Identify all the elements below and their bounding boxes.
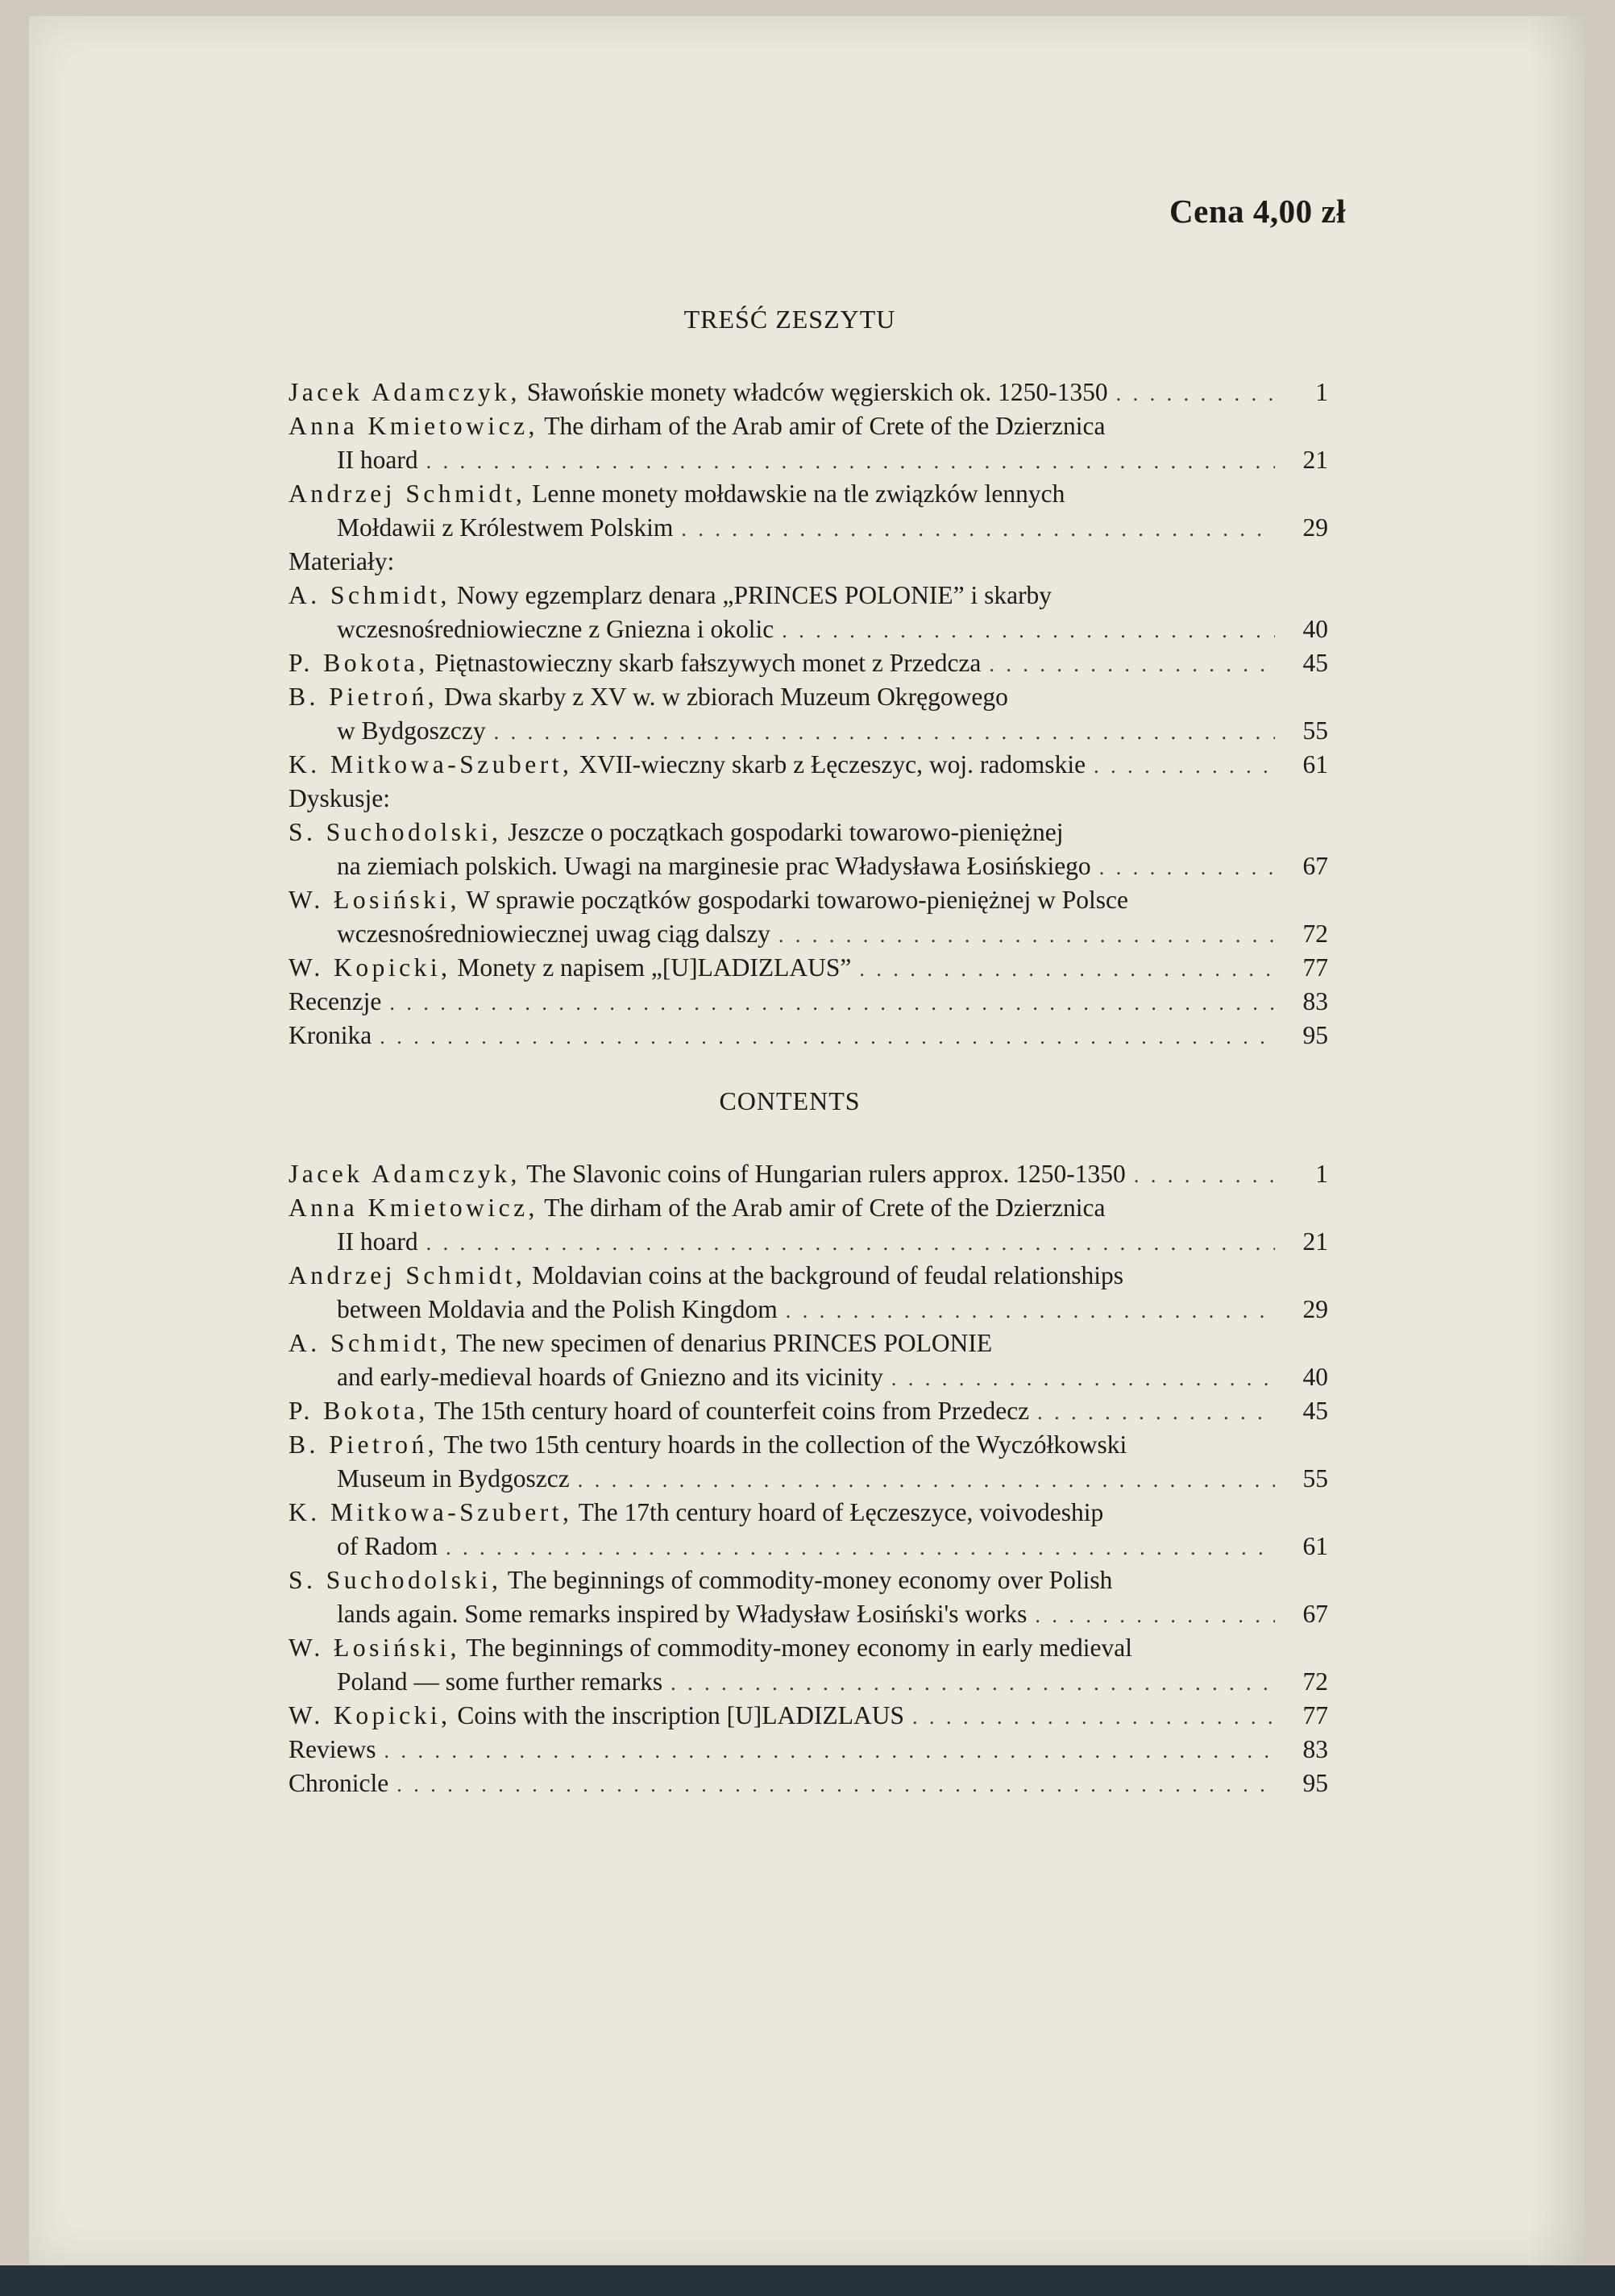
toc-entry-title: The dirham of the Arab amir of Crete of the Dzierznica: [538, 412, 1106, 440]
toc-entry-title: Monety z napisem „[U]LADIZLAUS”: [450, 953, 852, 982]
dot-leader: [1134, 1159, 1275, 1193]
toc-entry-text: [289, 376, 1108, 409]
toc-entry-line: [289, 748, 1328, 782]
toc-entry-author: Andrzej Schmidt,: [289, 480, 526, 508]
toc-entry: [289, 1767, 1328, 1800]
toc-entry-line: [289, 816, 1328, 849]
toc-entry-text: [289, 816, 1063, 849]
toc-entry-line: [289, 646, 1328, 680]
toc-entry-text: [289, 1259, 1123, 1293]
toc-entry-title: The Slavonic coins of Hungarian rulers approx. 1250-1350: [520, 1160, 1126, 1188]
toc-entry-author: W. Łosiński,: [289, 1634, 460, 1662]
toc-entry-line: [289, 1733, 1328, 1767]
toc-entry-line: [289, 579, 1328, 612]
toc-entry: [289, 646, 1328, 680]
polish-table-of-contents: [289, 376, 1328, 1053]
toc-entry: [289, 477, 1328, 545]
price-label: Cena 4,00 zł: [1169, 193, 1346, 230]
toc-page-number: 72: [1302, 1667, 1328, 1696]
toc-entry-title: Nowy egzemplarz denara „PRINCES POLONIE” i skarby: [450, 581, 1052, 609]
toc-entry-author: Anna Kmietowicz,: [289, 412, 538, 440]
dot-leader: [912, 1700, 1275, 1734]
toc-entry: [289, 1733, 1328, 1767]
toc-page-number: 77: [1302, 1701, 1328, 1729]
toc-entry-line: [289, 985, 1328, 1019]
dot-leader: [989, 648, 1275, 682]
toc-entry-text: [337, 917, 770, 951]
toc-entry-title: XVII-wieczny skarb z Łęczeszyc, woj. radomskie: [572, 750, 1086, 778]
toc-entry-text: [289, 646, 981, 680]
toc-entry-text: [289, 1496, 1103, 1530]
toc-entry-line: [289, 1563, 1328, 1597]
toc-entry: [289, 1157, 1328, 1191]
toc-entry-line: [289, 1019, 1328, 1053]
toc-entry-title: II hoard: [337, 446, 418, 474]
toc-entry-author: B. Pietroń,: [289, 683, 438, 711]
toc-page-number: 95: [1302, 1769, 1328, 1797]
toc-entry-author: S. Suchodolski,: [289, 1566, 502, 1594]
toc-entry-text: [337, 443, 418, 477]
dot-leader: [782, 614, 1275, 648]
toc-entry-line: [289, 714, 1328, 748]
toc-entry-line: [289, 917, 1328, 951]
dot-leader: [670, 1667, 1275, 1700]
toc-entry-line: [289, 1530, 1328, 1563]
toc-entry-title: between Moldavia and the Polish Kingdom: [337, 1295, 778, 1323]
toc-entry-text: [337, 612, 774, 646]
toc-entry-text: [337, 1597, 1027, 1631]
toc-entry: [289, 1563, 1328, 1631]
toc-entry-line: [289, 1767, 1328, 1800]
toc-entry-line: [289, 1428, 1328, 1462]
toc-page-number: 83: [1302, 987, 1328, 1015]
toc-entry-text: [289, 1733, 376, 1767]
toc-entry-line: [289, 1699, 1328, 1733]
toc-entry: [289, 748, 1328, 782]
toc-entry-text: [289, 1191, 1105, 1225]
toc-entry-title: The new specimen of denarius PRINCES POLONIE: [450, 1329, 993, 1357]
dot-leader: [396, 1768, 1275, 1802]
toc-page-number: 72: [1302, 920, 1328, 948]
toc-page-number: 45: [1302, 649, 1328, 677]
toc-entry-text: [289, 782, 390, 816]
toc-entry: [289, 1327, 1328, 1394]
toc-page-number: 29: [1302, 513, 1328, 542]
toc-page-number: 83: [1302, 1735, 1328, 1763]
toc-entry: [289, 883, 1328, 951]
toc-entry-line: [289, 443, 1328, 477]
dot-leader: [891, 1362, 1275, 1396]
toc-entry-title: Mołdawii z Królestwem Polskim: [337, 513, 674, 542]
toc-entry-line: [289, 477, 1328, 511]
toc-entry-title: Poland — some further remarks: [337, 1667, 663, 1696]
toc-page-number: 55: [1302, 716, 1328, 745]
toc-entry-text: [289, 951, 851, 985]
toc-entry-line: [289, 1327, 1328, 1360]
toc-entry-author: A. Schmidt,: [289, 581, 450, 609]
toc-entry-line: [289, 1360, 1328, 1394]
toc-entry-title: Recenzje: [289, 987, 382, 1015]
toc-entry-author: K. Mitkowa-Szubert,: [289, 1498, 573, 1526]
toc-entry-text: [289, 1699, 904, 1733]
polish-toc-heading: TREŚĆ ZESZYTU: [683, 305, 896, 334]
toc-entry-text: [337, 1462, 570, 1496]
toc-page-number: 1: [1315, 378, 1328, 406]
toc-entry-text: [289, 1631, 1132, 1665]
toc-entry-title: Museum in Bydgoszcz: [337, 1464, 570, 1493]
dot-leader: [1099, 851, 1275, 885]
back-cover: [29, 16, 1584, 2265]
toc-entry-title: The 17th century hoard of Łęczeszyce, voivodeship: [572, 1498, 1104, 1526]
toc-entry: [289, 545, 1328, 579]
toc-entry-line: [289, 782, 1328, 816]
dot-leader: [426, 1227, 1275, 1260]
toc-page-number: 61: [1302, 750, 1328, 778]
toc-entry-line: [289, 849, 1328, 883]
toc-entry-line: [289, 1259, 1328, 1293]
toc-page-number: 61: [1302, 1532, 1328, 1560]
toc-page-number: 21: [1302, 446, 1328, 474]
dot-leader: [859, 953, 1275, 986]
dot-leader: [1037, 1396, 1275, 1430]
toc-entry: [289, 816, 1328, 883]
toc-page-number: 55: [1302, 1464, 1328, 1493]
toc-entry-title: The dirham of the Arab amir of Crete of the Dzierznica: [538, 1194, 1106, 1222]
cover-edge-shading: [1528, 16, 1584, 2265]
toc-entry-author: B. Pietroń,: [289, 1430, 438, 1459]
toc-page-number: 67: [1302, 852, 1328, 880]
toc-entry-author: S. Suchodolski,: [289, 818, 502, 846]
dot-leader: [380, 1020, 1275, 1054]
toc-entry-title: Chronicle: [289, 1769, 389, 1797]
toc-entry-title: W sprawie początków gospodarki towarowo-pieniężnej w Polsce: [459, 886, 1128, 914]
dot-leader: [1035, 1599, 1275, 1633]
toc-entry: [289, 782, 1328, 816]
toc-entry-title: Kronika: [289, 1021, 372, 1049]
toc-entry-text: [337, 1225, 418, 1259]
toc-entry-author: K. Mitkowa-Szubert,: [289, 750, 573, 778]
toc-entry-text: [289, 579, 1052, 612]
toc-entry-author: P. Bokota,: [289, 649, 429, 677]
toc-entry: [289, 579, 1328, 646]
toc-entry: [289, 680, 1328, 748]
toc-entry-line: [289, 545, 1328, 579]
toc-entry-text: [289, 748, 1086, 782]
toc-entry-title: wczesnośredniowiecznej uwag ciąg dalszy: [337, 920, 770, 948]
toc-entry-title: Dwa skarby z XV w. w zbiorach Muzeum Okręgowego: [438, 683, 1008, 711]
toc-entry-line: [289, 511, 1328, 545]
toc-entry-text: [337, 511, 673, 545]
dot-leader: [389, 986, 1275, 1020]
dot-leader: [786, 1294, 1275, 1328]
toc-entry-text: [289, 545, 394, 579]
toc-entry: [289, 1428, 1328, 1496]
english-table-of-contents: [289, 1157, 1328, 1800]
toc-page-number: 45: [1302, 1397, 1328, 1425]
toc-entry-text: [289, 1394, 1029, 1428]
toc-entry-line: [289, 1191, 1328, 1225]
toc-page-number: 67: [1302, 1600, 1328, 1628]
toc-entry-title: Moldavian coins at the background of feudal relationships: [525, 1261, 1124, 1289]
toc-entry-title: Lenne monety mołdawskie na tle związków lennych: [525, 480, 1065, 508]
toc-entry-title: Coins with the inscription [U]LADIZLAUS: [450, 1701, 905, 1729]
toc-entry-title: w Bydgoszczy: [337, 716, 486, 745]
toc-entry-line: [289, 1225, 1328, 1259]
toc-entry-line: [289, 1293, 1328, 1327]
toc-entry-text: [289, 985, 381, 1019]
toc-entry-text: [289, 1428, 1127, 1462]
toc-entry: [289, 1496, 1328, 1563]
toc-page-number: 29: [1302, 1295, 1328, 1323]
dot-leader: [1116, 377, 1275, 411]
toc-entry-line: [289, 1157, 1328, 1191]
toc-entry-title: Reviews: [289, 1735, 376, 1763]
toc-entry-line: [289, 1462, 1328, 1496]
toc-entry-text: [337, 1360, 883, 1394]
toc-entry-title: The beginnings of commodity-money economy in early medieval: [459, 1634, 1132, 1662]
toc-entry-text: [289, 680, 1008, 714]
toc-entry: [289, 1191, 1328, 1259]
dot-leader: [494, 716, 1275, 749]
bottom-edge-strip: [0, 2265, 1615, 2296]
toc-page-number: 77: [1302, 953, 1328, 982]
toc-entry-text: [289, 883, 1128, 917]
toc-entry-title: Sławońskie monety władców węgierskich ok. 1250-1350: [520, 378, 1108, 406]
toc-page-number: 21: [1302, 1227, 1328, 1256]
toc-entry-line: [289, 1665, 1328, 1699]
toc-entry-title: of Radom: [337, 1532, 438, 1560]
toc-entry-line: [289, 1496, 1328, 1530]
toc-entry: [289, 1631, 1328, 1699]
english-toc-heading: CONTENTS: [719, 1086, 861, 1115]
toc-entry-line: [289, 612, 1328, 646]
toc-entry-text: [289, 1019, 372, 1053]
toc-entry-text: [337, 849, 1091, 883]
toc-entry-text: [289, 1563, 1112, 1597]
toc-entry-title: Piętnastowieczny skarb fałszywych monet z Przedcza: [428, 649, 982, 677]
toc-entry-title: Dyskusje:: [289, 784, 390, 812]
dot-leader: [578, 1464, 1275, 1497]
toc-entry-title: II hoard: [337, 1227, 418, 1256]
toc-entry-title: wczesnośredniowieczne z Gniezna i okolic: [337, 615, 774, 643]
toc-entry-text: [289, 477, 1065, 511]
dot-leader: [778, 919, 1275, 953]
toc-entry: [289, 409, 1328, 477]
toc-page-number: 40: [1302, 615, 1328, 643]
toc-entry-title: lands again. Some remarks inspired by Władysław Łosiński's works: [337, 1600, 1028, 1628]
toc-entry: [289, 1019, 1328, 1053]
toc-entry-text: [289, 1327, 992, 1360]
toc-entry-text: [337, 1293, 778, 1327]
toc-entry: [289, 985, 1328, 1019]
dot-leader: [1094, 749, 1275, 783]
toc-entry-line: [289, 680, 1328, 714]
toc-entry-text: [289, 409, 1105, 443]
dot-leader: [384, 1734, 1275, 1768]
toc-entry-line: [289, 951, 1328, 985]
toc-entry-author: P. Bokota,: [289, 1397, 429, 1425]
toc-entry-text: [289, 1767, 388, 1800]
toc-entry: [289, 376, 1328, 409]
toc-entry-line: [289, 1394, 1328, 1428]
toc-entry: [289, 951, 1328, 985]
toc-entry-author: W. Łosiński,: [289, 886, 460, 914]
toc-entry-title: The beginnings of commodity-money economy over Polish: [501, 1566, 1113, 1594]
toc-entry: [289, 1699, 1328, 1733]
toc-entry-title: The two 15th century hoards in the collection of the Wyczółkowski: [438, 1430, 1127, 1459]
toc-entry-title: The 15th century hoard of counterfeit coins from Przedecz: [428, 1397, 1030, 1425]
toc-entry-author: Anna Kmietowicz,: [289, 1194, 538, 1222]
dot-leader: [426, 445, 1275, 479]
toc-entry-author: Jacek Adamczyk,: [289, 1160, 521, 1188]
toc-entry-line: [289, 376, 1328, 409]
toc-entry: [289, 1259, 1328, 1327]
toc-entry-line: [289, 409, 1328, 443]
toc-entry-text: [337, 714, 486, 748]
toc-entry-title: Materiały:: [289, 547, 395, 575]
toc-entry-line: [289, 1631, 1328, 1665]
dot-leader: [681, 513, 1275, 546]
toc-entry-title: Jeszcze o początkach gospodarki towarowo-pieniężnej: [501, 818, 1064, 846]
toc-page-number: 40: [1302, 1363, 1328, 1391]
toc-entry: [289, 1394, 1328, 1428]
toc-entry-author: A. Schmidt,: [289, 1329, 450, 1357]
toc-entry-title: and early-medieval hoards of Gniezno and its vicinity: [337, 1363, 883, 1391]
toc-entry-line: [289, 883, 1328, 917]
toc-entry-author: Jacek Adamczyk,: [289, 378, 521, 406]
toc-page-number: 1: [1315, 1160, 1328, 1188]
dot-leader: [446, 1531, 1275, 1565]
toc-entry-author: W. Kopicki,: [289, 1701, 451, 1729]
toc-entry-title: na ziemiach polskich. Uwagi na marginesie prac Władysława Łosińskiego: [337, 852, 1091, 880]
toc-entry-author: W. Kopicki,: [289, 953, 451, 982]
toc-entry-text: [337, 1530, 438, 1563]
toc-entry-line: [289, 1597, 1328, 1631]
toc-entry-text: [289, 1157, 1126, 1191]
toc-entry-text: [337, 1665, 662, 1699]
toc-entry-author: Andrzej Schmidt,: [289, 1261, 526, 1289]
toc-page-number: 95: [1302, 1021, 1328, 1049]
